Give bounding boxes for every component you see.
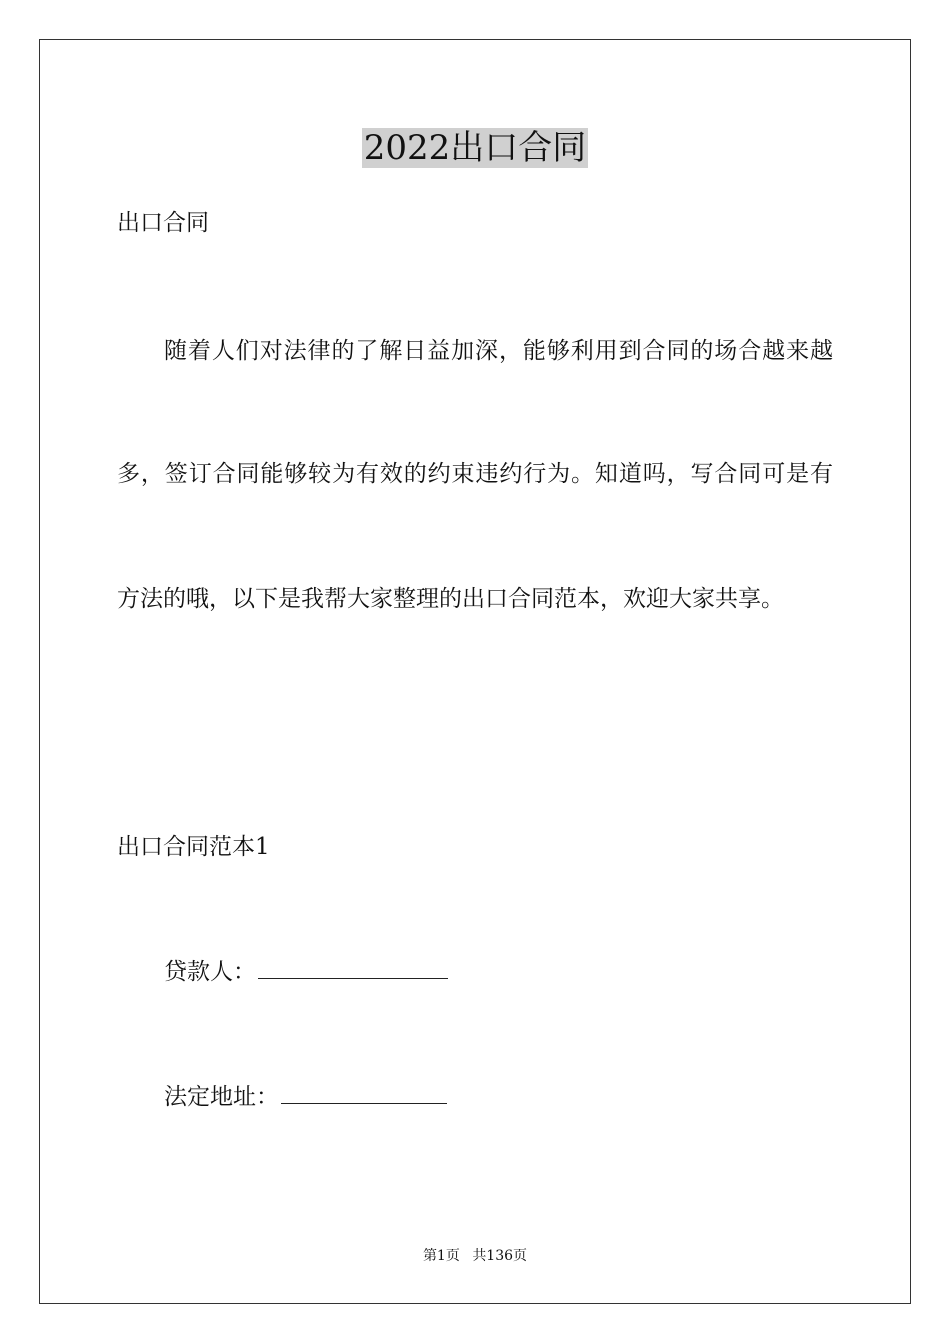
lender-label: 贷款人： <box>164 959 256 985</box>
section-title: 出口合同范本1 <box>117 834 270 860</box>
lender-field <box>164 956 448 987</box>
address-field <box>164 1081 447 1112</box>
intro-line-2: 多，签订合同能够较为有效的约束违约行为。知道吗，写合同可是有 <box>117 461 833 487</box>
document-title-text: 2022出口合同 <box>363 128 587 168</box>
intro-line-3: 方法的哦，以下是我帮大家整理的出口合同范本，欢迎大家共享。 <box>117 586 784 612</box>
address-blank-line <box>281 1081 447 1104</box>
intro-line-1: 随着人们对法律的了解日益加深，能够利用到合同的场合越来越 <box>164 338 833 364</box>
lender-blank-line <box>258 956 448 979</box>
page-number-current: 第1页 <box>422 1248 460 1264</box>
page-footer <box>0 1247 950 1265</box>
page-number-total: 共136页 <box>472 1248 528 1264</box>
address-label: 法定地址： <box>164 1084 279 1110</box>
document-heading: 出口合同 <box>117 210 209 236</box>
document-title <box>0 126 950 170</box>
